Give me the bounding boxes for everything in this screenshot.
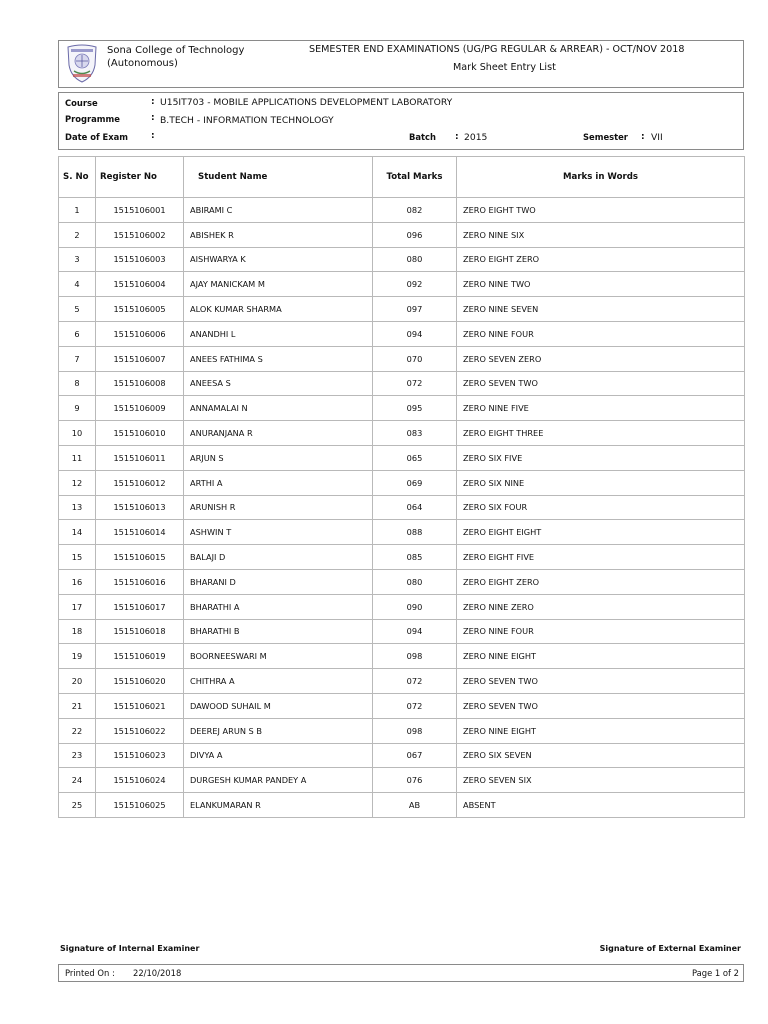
cell-student-name: BOORNEESWARI M — [184, 644, 373, 669]
cell-sno: 15 — [59, 545, 96, 570]
cell-sno: 25 — [59, 793, 96, 818]
table-header-row — [59, 157, 745, 198]
colon: : — [455, 132, 459, 142]
cell-sno: 11 — [59, 445, 96, 470]
cell-register-no: 1515106023 — [96, 743, 184, 768]
cell-sno: 23 — [59, 743, 96, 768]
cell-marks-in-words: ZERO EIGHT FIVE — [457, 545, 745, 570]
cell-marks-in-words: ZERO EIGHT ZERO — [457, 247, 745, 272]
cell-sno: 13 — [59, 495, 96, 520]
table-row — [59, 495, 745, 520]
cell-marks-in-words: ZERO NINE EIGHT — [457, 718, 745, 743]
cell-student-name: DEEREJ ARUN S B — [184, 718, 373, 743]
cell-register-no: 1515106003 — [96, 247, 184, 272]
list-title: Mark Sheet Entry List — [453, 62, 556, 73]
cell-marks-in-words: ZERO NINE FOUR — [457, 321, 745, 346]
table-row — [59, 272, 745, 297]
col-header-total-marks: Total Marks — [373, 157, 457, 198]
header-box — [58, 40, 744, 88]
cell-total-marks: 094 — [373, 321, 457, 346]
table-row — [59, 445, 745, 470]
table-row — [59, 396, 745, 421]
table-row — [59, 421, 745, 446]
cell-student-name: BHARANI D — [184, 569, 373, 594]
cell-marks-in-words: ZERO EIGHT THREE — [457, 421, 745, 446]
table-row — [59, 545, 745, 570]
cell-register-no: 1515106018 — [96, 619, 184, 644]
cell-total-marks: 065 — [373, 445, 457, 470]
printed-on-label: Printed On : — [65, 968, 115, 978]
cell-sno: 6 — [59, 321, 96, 346]
cell-register-no: 1515106004 — [96, 272, 184, 297]
cell-marks-in-words: ZERO SIX FOUR — [457, 495, 745, 520]
cell-marks-in-words: ZERO SIX NINE — [457, 470, 745, 495]
course-label: Course — [65, 98, 98, 108]
cell-total-marks: 085 — [373, 545, 457, 570]
cell-marks-in-words: ZERO EIGHT TWO — [457, 198, 745, 223]
colon: : — [151, 131, 155, 141]
cell-register-no: 1515106011 — [96, 445, 184, 470]
table-row — [59, 793, 745, 818]
cell-register-no: 1515106012 — [96, 470, 184, 495]
cell-total-marks: 097 — [373, 297, 457, 322]
cell-total-marks: 076 — [373, 768, 457, 793]
cell-register-no: 1515106005 — [96, 297, 184, 322]
semester-label: Semester — [583, 132, 628, 142]
cell-student-name: BALAJI D — [184, 545, 373, 570]
table-row — [59, 718, 745, 743]
cell-register-no: 1515106025 — [96, 793, 184, 818]
cell-student-name: ABISHEK R — [184, 222, 373, 247]
cell-sno: 18 — [59, 619, 96, 644]
cell-total-marks: 064 — [373, 495, 457, 520]
cell-student-name: ARTHI A — [184, 470, 373, 495]
colon: : — [641, 132, 645, 142]
cell-total-marks: 072 — [373, 693, 457, 718]
col-header-student-name: Student Name — [184, 157, 373, 198]
table-row — [59, 693, 745, 718]
cell-total-marks: 072 — [373, 669, 457, 694]
cell-total-marks: 092 — [373, 272, 457, 297]
college-logo-icon — [65, 43, 99, 83]
cell-register-no: 1515106007 — [96, 346, 184, 371]
cell-total-marks: 088 — [373, 520, 457, 545]
cell-student-name: ARUNISH R — [184, 495, 373, 520]
cell-total-marks: 067 — [373, 743, 457, 768]
cell-student-name: AISHWARYA K — [184, 247, 373, 272]
table-row — [59, 346, 745, 371]
table-row — [59, 247, 745, 272]
cell-student-name: BHARATHI B — [184, 619, 373, 644]
cell-student-name: BHARATHI A — [184, 594, 373, 619]
cell-total-marks: 072 — [373, 371, 457, 396]
cell-sno: 16 — [59, 569, 96, 594]
cell-register-no: 1515106014 — [96, 520, 184, 545]
cell-register-no: 1515106022 — [96, 718, 184, 743]
cell-total-marks: AB — [373, 793, 457, 818]
col-header-marks-in-words: Marks in Words — [457, 157, 745, 198]
course-info-box — [58, 92, 744, 150]
cell-marks-in-words: ZERO EIGHT EIGHT — [457, 520, 745, 545]
page-indicator: Page 1 of 2 — [692, 968, 739, 978]
cell-student-name: ASHWIN T — [184, 520, 373, 545]
cell-total-marks: 082 — [373, 198, 457, 223]
cell-register-no: 1515106024 — [96, 768, 184, 793]
cell-sno: 17 — [59, 594, 96, 619]
cell-student-name: ANEES FATHIMA S — [184, 346, 373, 371]
cell-marks-in-words: ZERO NINE ZERO — [457, 594, 745, 619]
cell-sno: 9 — [59, 396, 96, 421]
cell-total-marks: 070 — [373, 346, 457, 371]
cell-marks-in-words: ZERO EIGHT ZERO — [457, 569, 745, 594]
cell-marks-in-words: ABSENT — [457, 793, 745, 818]
cell-total-marks: 080 — [373, 569, 457, 594]
cell-register-no: 1515106016 — [96, 569, 184, 594]
cell-student-name: CHITHRA A — [184, 669, 373, 694]
table-row — [59, 594, 745, 619]
cell-marks-in-words: ZERO SEVEN ZERO — [457, 346, 745, 371]
table-body — [59, 198, 745, 818]
cell-sno: 22 — [59, 718, 96, 743]
cell-total-marks: 090 — [373, 594, 457, 619]
batch-label: Batch — [409, 132, 436, 142]
cell-register-no: 1515106013 — [96, 495, 184, 520]
cell-register-no: 1515106001 — [96, 198, 184, 223]
cell-sno: 4 — [59, 272, 96, 297]
cell-marks-in-words: ZERO NINE FOUR — [457, 619, 745, 644]
programme-label: Programme — [65, 114, 120, 124]
semester-value: VII — [651, 132, 663, 143]
cell-marks-in-words: ZERO NINE TWO — [457, 272, 745, 297]
cell-marks-in-words: ZERO NINE SEVEN — [457, 297, 745, 322]
cell-total-marks: 094 — [373, 619, 457, 644]
cell-total-marks: 095 — [373, 396, 457, 421]
table-row — [59, 198, 745, 223]
cell-sno: 19 — [59, 644, 96, 669]
cell-total-marks: 096 — [373, 222, 457, 247]
cell-marks-in-words: ZERO SIX FIVE — [457, 445, 745, 470]
cell-sno: 7 — [59, 346, 96, 371]
cell-sno: 12 — [59, 470, 96, 495]
cell-register-no: 1515106010 — [96, 421, 184, 446]
cell-total-marks: 083 — [373, 421, 457, 446]
cell-student-name: ANURANJANA R — [184, 421, 373, 446]
table-row — [59, 743, 745, 768]
cell-marks-in-words: ZERO NINE SIX — [457, 222, 745, 247]
cell-register-no: 1515106017 — [96, 594, 184, 619]
table-row — [59, 321, 745, 346]
course-value: U15IT703 - MOBILE APPLICATIONS DEVELOPMENT LABORATORY — [160, 97, 453, 108]
internal-examiner-signature: Signature of Internal Examiner — [60, 944, 200, 953]
cell-total-marks: 098 — [373, 644, 457, 669]
cell-student-name: ARJUN S — [184, 445, 373, 470]
cell-register-no: 1515106008 — [96, 371, 184, 396]
cell-register-no: 1515106009 — [96, 396, 184, 421]
table-row — [59, 569, 745, 594]
col-header-sno: S. No — [59, 157, 96, 198]
cell-register-no: 1515106020 — [96, 669, 184, 694]
cell-marks-in-words: ZERO SEVEN SIX — [457, 768, 745, 793]
cell-register-no: 1515106006 — [96, 321, 184, 346]
cell-sno: 1 — [59, 198, 96, 223]
table-row — [59, 371, 745, 396]
college-name: Sona College of Technology — [107, 45, 245, 56]
cell-student-name: ALOK KUMAR SHARMA — [184, 297, 373, 322]
cell-marks-in-words: ZERO SEVEN TWO — [457, 371, 745, 396]
cell-register-no: 1515106021 — [96, 693, 184, 718]
colon: : — [151, 113, 155, 123]
cell-sno: 5 — [59, 297, 96, 322]
table-row — [59, 222, 745, 247]
cell-student-name: ANNAMALAI N — [184, 396, 373, 421]
table-row — [59, 644, 745, 669]
table-row — [59, 520, 745, 545]
cell-student-name: ELANKUMARAN R — [184, 793, 373, 818]
cell-sno: 20 — [59, 669, 96, 694]
cell-marks-in-words: ZERO NINE EIGHT — [457, 644, 745, 669]
table-row — [59, 297, 745, 322]
cell-student-name: AJAY MANICKAM M — [184, 272, 373, 297]
programme-value: B.TECH - INFORMATION TECHNOLOGY — [160, 115, 334, 126]
cell-sno: 3 — [59, 247, 96, 272]
footer-box — [58, 964, 744, 982]
cell-register-no: 1515106002 — [96, 222, 184, 247]
cell-student-name: DAWOOD SUHAIL M — [184, 693, 373, 718]
cell-sno: 14 — [59, 520, 96, 545]
cell-student-name: ANEESA S — [184, 371, 373, 396]
cell-total-marks: 069 — [373, 470, 457, 495]
cell-student-name: ABIRAMI C — [184, 198, 373, 223]
cell-total-marks: 080 — [373, 247, 457, 272]
cell-student-name: ANANDHI L — [184, 321, 373, 346]
cell-sno: 24 — [59, 768, 96, 793]
cell-marks-in-words: ZERO SIX SEVEN — [457, 743, 745, 768]
table-row — [59, 470, 745, 495]
cell-register-no: 1515106015 — [96, 545, 184, 570]
cell-student-name: DURGESH KUMAR PANDEY A — [184, 768, 373, 793]
colon: : — [151, 97, 155, 107]
cell-sno: 8 — [59, 371, 96, 396]
printed-on-value: 22/10/2018 — [133, 968, 182, 978]
date-label: Date of Exam — [65, 132, 129, 142]
table-row — [59, 619, 745, 644]
cell-sno: 10 — [59, 421, 96, 446]
col-header-register-no: Register No — [96, 157, 184, 198]
cell-register-no: 1515106019 — [96, 644, 184, 669]
cell-sno: 21 — [59, 693, 96, 718]
cell-sno: 2 — [59, 222, 96, 247]
cell-marks-in-words: ZERO SEVEN TWO — [457, 669, 745, 694]
batch-value: 2015 — [464, 132, 488, 143]
cell-total-marks: 098 — [373, 718, 457, 743]
exam-title: SEMESTER END EXAMINATIONS (UG/PG REGULAR & ARREAR) - OCT/NOV 2018 — [309, 44, 685, 55]
marks-table — [58, 156, 745, 818]
college-status: (Autonomous) — [107, 58, 178, 69]
table-row — [59, 669, 745, 694]
external-examiner-signature: Signature of External Examiner — [599, 944, 741, 953]
cell-marks-in-words: ZERO SEVEN TWO — [457, 693, 745, 718]
cell-marks-in-words: ZERO NINE FIVE — [457, 396, 745, 421]
cell-student-name: DIVYA A — [184, 743, 373, 768]
table-row — [59, 768, 745, 793]
